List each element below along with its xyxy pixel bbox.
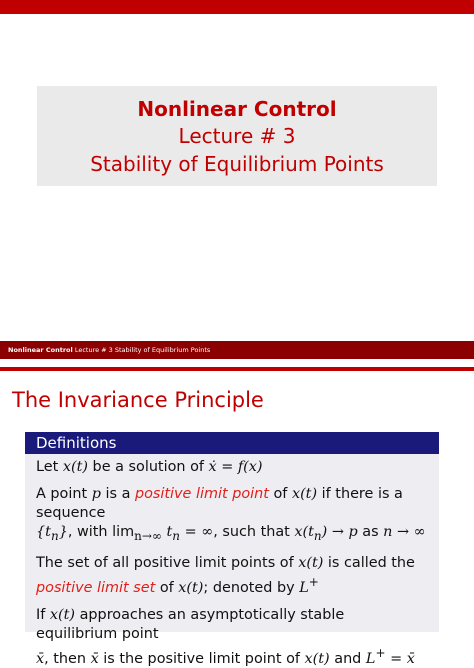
- slide-gap: [0, 359, 474, 367]
- text: and: [329, 650, 366, 667]
- text: of: [268, 486, 292, 502]
- math: x(t): [298, 554, 324, 571]
- math: ) → p: [321, 524, 358, 540]
- lecture-number: Lecture # 3: [178, 124, 296, 148]
- definitions-block-title: Definitions: [25, 432, 439, 454]
- math-subscript: n: [313, 528, 322, 543]
- text: approaches an asymptotically stable equilibrium point: [36, 606, 345, 642]
- definitions-block: [25, 432, 439, 667]
- text: The set of all positive limit points of: [36, 554, 299, 571]
- text: If: [36, 606, 50, 623]
- math: = x̄: [385, 650, 415, 667]
- math: x(t: [294, 524, 314, 540]
- math-subscript: n: [50, 528, 59, 543]
- text: ; denoted by: [203, 579, 300, 596]
- math: n → ∞: [383, 524, 426, 540]
- text: as: [357, 524, 384, 540]
- math-subscript: n→∞: [134, 528, 162, 543]
- math: x̄: [90, 650, 99, 667]
- math-subscript: n: [172, 528, 180, 543]
- slide-footer: [0, 341, 474, 359]
- definition-solution: [36, 458, 429, 477]
- text: Let: [36, 459, 63, 475]
- definition-positive-limit-point: [36, 485, 429, 546]
- math: x(t): [62, 459, 88, 475]
- frame-title: The Invariance Principle: [12, 388, 264, 412]
- asymptotic-stability-remark: [36, 606, 429, 668]
- math: x(t): [291, 486, 318, 502]
- text: is the positive limit point of: [98, 650, 305, 667]
- footer-course: Nonlinear Control: [8, 346, 73, 354]
- slide2-top-rule: [0, 367, 474, 371]
- text: be a solution of: [87, 459, 209, 475]
- math-superscript: +: [308, 574, 319, 589]
- math: {t: [36, 524, 51, 540]
- slide1-top-rule: [0, 0, 474, 14]
- math: t: [161, 524, 173, 540]
- text: is called the: [323, 554, 415, 571]
- text: if there is a sequence: [36, 486, 403, 521]
- math: x(t): [178, 579, 204, 596]
- math: x(t): [49, 606, 76, 623]
- text: , then: [44, 650, 91, 667]
- math: L: [365, 650, 376, 667]
- math: = ∞: [180, 524, 214, 540]
- text: A point: [36, 486, 92, 502]
- math: ẋ = f(x): [208, 459, 263, 475]
- math: p: [91, 486, 101, 502]
- definition-positive-limit-set: [36, 554, 429, 598]
- math-superscript: +: [375, 645, 386, 660]
- text: is a: [100, 486, 135, 502]
- course-title: Nonlinear Control: [137, 97, 337, 121]
- title-block: [37, 86, 437, 186]
- text: of: [155, 579, 179, 596]
- math: }: [58, 524, 68, 540]
- definitions-block-body: [25, 454, 439, 668]
- math: x(t): [304, 650, 330, 667]
- text: , such that: [213, 524, 295, 540]
- defined-term: positive limit point: [134, 486, 269, 502]
- defined-term: positive limit set: [36, 579, 156, 596]
- lecture-subtitle: Stability of Equilibrium Points: [90, 152, 384, 176]
- math: L: [299, 579, 309, 596]
- footer-lecture: Lecture # 3 Stability of Equilibrium Points: [74, 346, 211, 354]
- math: x̄: [36, 650, 45, 667]
- text: , with lim: [67, 524, 135, 540]
